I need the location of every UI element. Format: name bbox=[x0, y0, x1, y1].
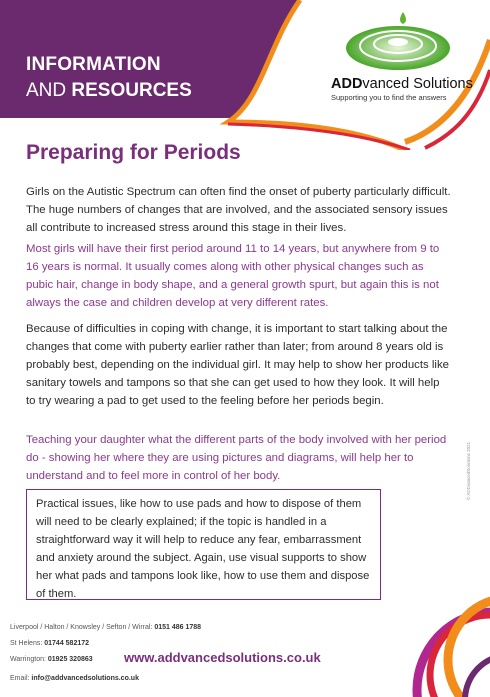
footer-areas: Liverpool / Halton / Knowsley / Sefton / Wirral: bbox=[10, 624, 155, 631]
header-title-line1: INFORMATION bbox=[26, 54, 161, 75]
logo-name bbox=[331, 76, 473, 92]
logo-tagline: Supporting you to find the answers bbox=[331, 93, 447, 102]
footer-email-label: Email: bbox=[10, 675, 32, 682]
header-title-line2 bbox=[26, 78, 192, 104]
header-title-line2-part1: AND bbox=[26, 80, 72, 101]
header-title bbox=[26, 52, 192, 104]
copyright-notice: © ADDvancedSolutions 2021 bbox=[466, 441, 471, 500]
footer-area-st-helens: St Helens: bbox=[10, 640, 45, 647]
practical-issues-callout bbox=[26, 489, 381, 600]
footer-email-address[interactable]: info@addvancedsolutions.co.uk bbox=[31, 675, 139, 682]
header-title-line2-part2: RESOURCES bbox=[71, 80, 192, 101]
paragraph-first-period: Most girls will have their first period around 11 to 14 years, but anywhere from 9 to 16 years is normal. It usually comes along with other physical changes such as pubic hair, change in body shape, and a general growth spurt, but again this is not always the case and children develop at very different rates. bbox=[26, 243, 440, 309]
paragraph-talking-early: Because of difficulties in coping with change, it is important to start talking about the changes that come with puberty earlier rather than later; from around 8 years old is probably best, depending on the individual girl. It may help to show her products like sanitary towels and tampons so that she can get used to how they look. It will help to try wearing a pad to get used to the feeling before her periods begin. bbox=[26, 323, 449, 407]
footer-area-warrington: Warrington: bbox=[10, 656, 48, 663]
logo-name-bold: ADD bbox=[331, 76, 363, 92]
footer-phone-warrington bbox=[10, 656, 93, 663]
logo-ripple-icon bbox=[346, 12, 450, 70]
footer-phone-number-st-helens: 01744 582172 bbox=[44, 640, 90, 647]
logo-name-rest: vanced Solutions bbox=[362, 76, 473, 92]
decorative-rings bbox=[395, 540, 490, 697]
footer-phone-liverpool bbox=[10, 624, 201, 631]
callout-text: Practical issues, like how to use pads and how to dispose of them will need to be clearly explained; if the topic is handled in a straightforward way it will help to reduce any fear, embarrassment and anxiety around the subject. Again, use visual supports to show her what pads and tampons look like, how to use them and dispose of them. bbox=[36, 498, 370, 600]
footer-phone-st-helens bbox=[10, 640, 89, 647]
footer-phone-number: 0151 486 1788 bbox=[154, 624, 202, 631]
paragraph-intro: Girls on the Autistic Spectrum can often find the onset of puberty particularly difficult. The huge numbers of changes that are involved, and the associated sensory issues all contribute to increased stress around this stage in their lives. bbox=[26, 186, 451, 234]
page-title: Preparing for Periods bbox=[26, 141, 241, 164]
footer-phone-number-warrington: 01925 320863 bbox=[47, 656, 93, 663]
footer-email bbox=[10, 675, 139, 682]
website-link[interactable]: www.addvancedsolutions.co.uk bbox=[124, 650, 321, 665]
paragraph-body-parts: Teaching your daughter what the different parts of the body involved with her period do - showing her where they are using pictures and diagrams, will help her to understand and to feel more in control of her body. bbox=[26, 434, 447, 482]
